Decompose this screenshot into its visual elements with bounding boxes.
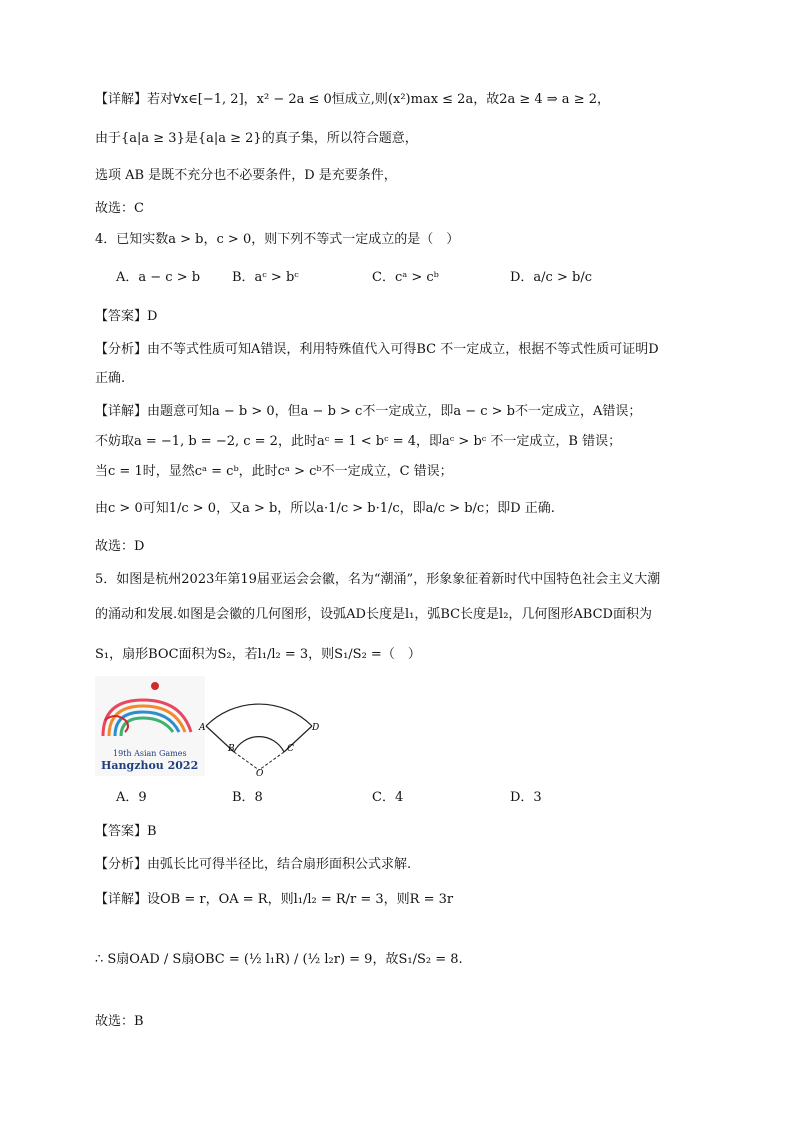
q4-analysis-cont: 正确. xyxy=(95,371,126,386)
line-choice-c: 故选：C xyxy=(95,201,144,216)
q4-detail-2: 不妨取a = −1, b = −2, c = 2，此时aᶜ = 1 < bᶜ = 4，即aᶜ > bᶜ 不一定成立，B 错误； xyxy=(95,434,622,449)
segment-co xyxy=(259,752,284,770)
q5-detail-1: 【详解】设OB = r，OA = R，则l₁/l₂ = R/r = 3，则R = 3r xyxy=(95,892,454,907)
line-conclusion: 选项 AB 是既不充分也不必要条件，D 是充要条件， xyxy=(95,168,397,183)
arc-ad xyxy=(206,704,312,726)
logo-text-line2: Hangzhou 2022 xyxy=(101,759,199,772)
logo-text-line1: 19th Asian Games xyxy=(113,749,187,758)
question-5-stem: 5．如图是杭州2023年第19届亚运会会徽，名为“潮涌”，形象象征着新时代中国特色社会主义大潮 xyxy=(95,572,661,587)
q4-analysis: 【分析】由不等式性质可知A错误，利用特殊值代入可得BC 不一定成立，根据不等式性质可证明D xyxy=(95,342,659,357)
label-c: C xyxy=(287,744,294,754)
arc-bc xyxy=(234,737,284,752)
q5-detail-2: ∴ S扇OAD / S扇OBC = (½ l₁R) / (½ l₂r) = 9，故S₁/S₂ = 8. xyxy=(95,952,463,967)
q5-choice: 故选：B xyxy=(95,1014,144,1029)
asian-games-emblem xyxy=(95,676,205,776)
q4-detail-1: 【详解】由题意可知a − b > 0，但a − b > c不一定成立，即a − c > b不一定成立，A错误； xyxy=(95,404,642,419)
q5-option-d: D．3 xyxy=(510,790,542,805)
q4-option-b: B．aᶜ > bᶜ xyxy=(232,270,299,285)
line-detail-1: 【详解】若对∀x∈[−1, 2]，x² − 2a ≤ 0恒成立,则(x²)max ≤ 2a，故2a ≥ 4 ⇒ a ≥ 2， xyxy=(95,92,610,107)
q5-analysis: 【分析】由弧长比可得半径比，结合扇形面积公式求解. xyxy=(95,857,412,872)
q5-option-c: C．4 xyxy=(372,790,404,805)
sector-diagram xyxy=(198,690,320,776)
q4-detail-4: 由c > 0可知1/c > 0，又a > b，所以a·1/c > b·1/c，即a/c > b/c；即D 正确. xyxy=(95,501,555,516)
q4-option-d: D．a/c > b/c xyxy=(510,270,592,285)
question-5-stem-2: 的涌动和发展.如图是会徽的几何图形，设弧AD长度是l₁，弧BC长度是l₂，几何图形ABCD面积为 xyxy=(95,607,652,622)
question-5-stem-3: S₁，扇形BOC面积为S₂，若l₁/l₂ = 3，则S₁/S₂ =（ ） xyxy=(95,647,421,662)
q4-option-c: C．cᵃ > cᵇ xyxy=(372,270,439,285)
q4-detail-3: 当c = 1时，显然cᵃ = cᵇ，此时cᵃ > cᵇ不一定成立，C 错误； xyxy=(95,464,453,479)
segment-bo xyxy=(234,752,259,770)
label-d: D xyxy=(312,723,320,733)
q4-choice: 故选：D xyxy=(95,539,145,554)
label-a: A xyxy=(199,723,206,733)
label-o: O xyxy=(256,769,264,776)
question-4-stem: 4．已知实数a > b，c > 0，则下列不等式一定成立的是（ ） xyxy=(95,232,460,247)
q5-option-b: B．8 xyxy=(232,790,263,805)
line-subset: 由于{a|a ≥ 3}是{a|a ≥ 2}的真子集，所以符合题意， xyxy=(95,131,418,146)
q4-answer: 【答案】D xyxy=(95,309,158,324)
q5-option-a: A．9 xyxy=(116,790,147,805)
q4-option-a: A．a − c > b xyxy=(116,270,201,285)
q5-answer: 【答案】B xyxy=(95,824,157,839)
label-b: B xyxy=(228,744,235,754)
